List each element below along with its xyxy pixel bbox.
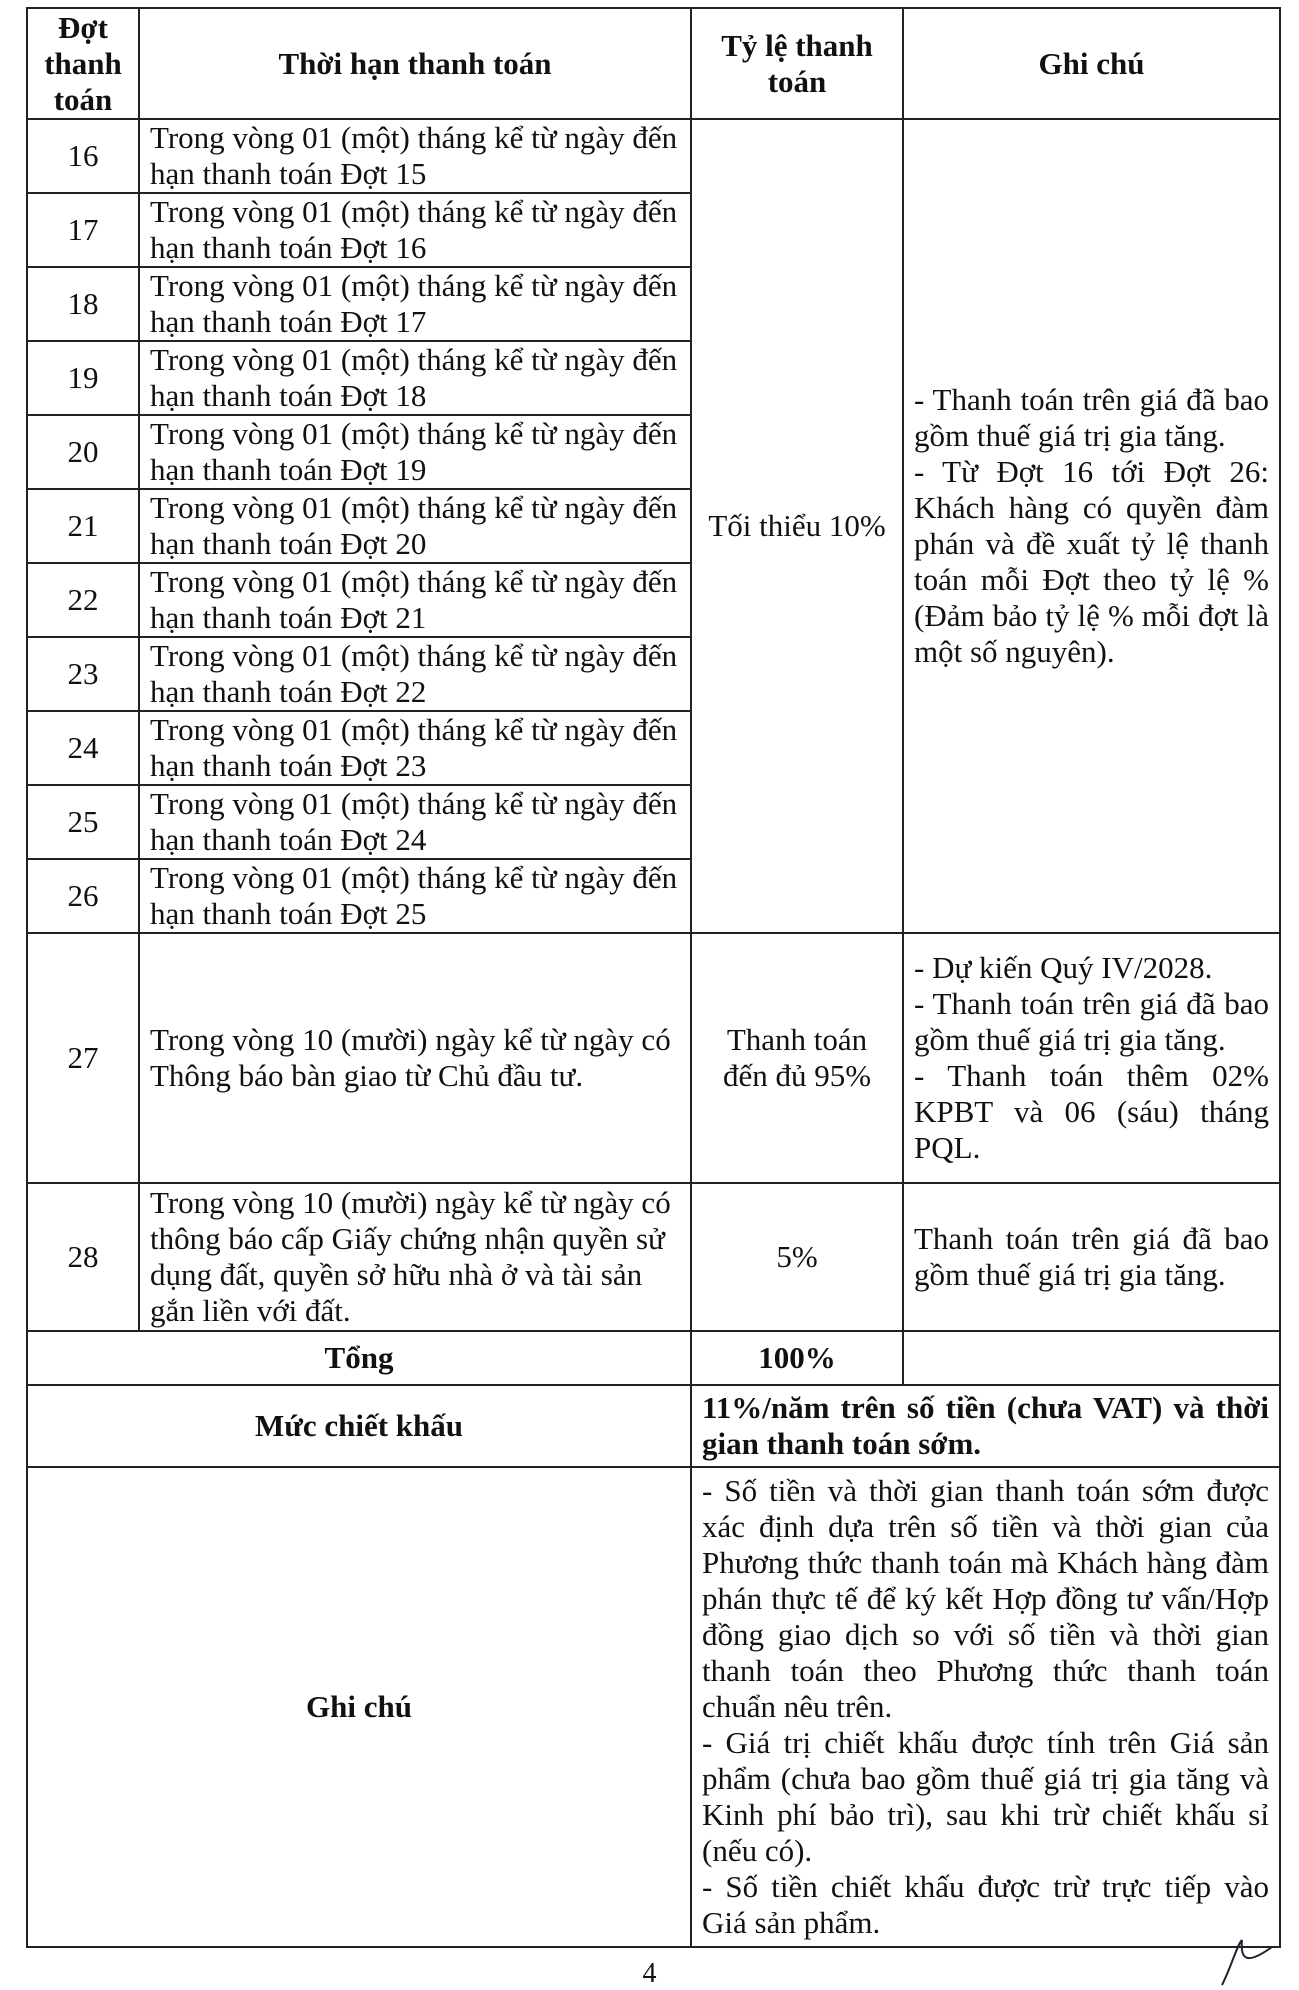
term-cell: Trong vòng 01 (một) tháng kể từ ngày đến hạn thanh toán Đợt 16 [139, 193, 691, 267]
table-row-27 [27, 933, 1280, 1183]
payment-schedule-table [26, 7, 1281, 1948]
term-cell: Trong vòng 10 (mười) ngày kể từ ngày có Thông báo bàn giao từ Chủ đầu tư. [139, 933, 691, 1183]
term-cell: Trong vòng 01 (một) tháng kể từ ngày đến hạn thanh toán Đợt 23 [139, 711, 691, 785]
discount-row [27, 1385, 1280, 1467]
term-cell: Trong vòng 01 (một) tháng kể từ ngày đến hạn thanh toán Đợt 20 [139, 489, 691, 563]
header-dot: Đợt thanh toán [27, 8, 139, 119]
note-line: - Thanh toán trên giá đã bao gồm thuế giá trị gia tăng. [914, 986, 1269, 1057]
total-note-empty [903, 1331, 1280, 1385]
dot-cell: 22 [27, 563, 139, 637]
dot-cell: 16 [27, 119, 139, 193]
term-cell: Trong vòng 01 (một) tháng kể từ ngày đến hạn thanh toán Đợt 24 [139, 785, 691, 859]
note-line: - Giá trị chiết khấu được tính trên Giá sản phẩm (chưa bao gồm thuế giá trị gia tăng và Kinh phí bảo trì), sau khi trừ chiết khấu sỉ (nếu có). [702, 1725, 1269, 1868]
dot-cell: 25 [27, 785, 139, 859]
header-row [27, 8, 1280, 119]
note-line: - Số tiền và thời gian thanh toán sớm được xác định dựa trên số tiền và thời gian của Phương thức thanh toán mà Khách hàng đàm phán thực tế để ký kết Hợp đồng tư vấn/Hợp đồng giao dịch so với số tiền và thời gian thanh toán theo Phương thức thanh toán chuẩn nêu trên. [702, 1473, 1269, 1724]
dot-cell: 20 [27, 415, 139, 489]
term-cell: Trong vòng 01 (một) tháng kể từ ngày đến hạn thanh toán Đợt 19 [139, 415, 691, 489]
note-line: - Số tiền chiết khấu được trừ trực tiếp vào Giá sản phẩm. [702, 1869, 1269, 1940]
ghi-chu-cell: Thanh toán trên giá đã bao gồm thuế giá trị gia tăng. [903, 1183, 1280, 1331]
table-row [27, 119, 1280, 193]
ty-le-cell: 5% [691, 1183, 903, 1331]
notes-label: Ghi chú [27, 1467, 691, 1947]
note-line: - Từ Đợt 16 tới Đợt 26: Khách hàng có quyền đàm phán và đề xuất tỷ lệ thanh toán mỗi Đợt theo tỷ lệ % (Đảm bảo tỷ lệ % mỗi đợt là một số nguyên). [914, 454, 1269, 669]
note-line: - Dự kiến Quý IV/2028. [914, 950, 1213, 985]
notes-row [27, 1467, 1280, 1947]
total-row [27, 1331, 1280, 1385]
ghi-chu-cell [903, 933, 1280, 1183]
discount-label: Mức chiết khấu [27, 1385, 691, 1467]
ty-le-cell: Tối thiểu 10% [691, 119, 903, 933]
dot-cell: 23 [27, 637, 139, 711]
header-ty-le: Tỷ lệ thanh toán [691, 8, 903, 119]
header-thoi-han: Thời hạn thanh toán [139, 8, 691, 119]
discount-value: 11%/năm trên số tiền (chưa VAT) và thời gian thanh toán sớm. [691, 1385, 1280, 1467]
dot-cell: 18 [27, 267, 139, 341]
term-cell: Trong vòng 01 (một) tháng kể từ ngày đến hạn thanh toán Đợt 17 [139, 267, 691, 341]
term-cell: Trong vòng 10 (mười) ngày kể từ ngày có thông báo cấp Giấy chứng nhận quyền sử dụng đất, quyền sở hữu nhà ở và tài sản gắn liền với đất. [139, 1183, 691, 1331]
dot-cell: 19 [27, 341, 139, 415]
total-label: Tổng [27, 1331, 691, 1385]
dot-cell: 24 [27, 711, 139, 785]
term-cell: Trong vòng 01 (một) tháng kể từ ngày đến hạn thanh toán Đợt 25 [139, 859, 691, 933]
total-value: 100% [691, 1331, 903, 1385]
ghi-chu-cell [903, 119, 1280, 933]
dot-cell: 27 [27, 933, 139, 1183]
table-row-28 [27, 1183, 1280, 1331]
notes-content [691, 1467, 1280, 1947]
dot-cell: 28 [27, 1183, 139, 1331]
dot-cell: 21 [27, 489, 139, 563]
dot-cell: 17 [27, 193, 139, 267]
note-line: - Thanh toán thêm 02% KPBT và 06 (sáu) tháng PQL. [914, 1058, 1269, 1165]
header-ghi-chu: Ghi chú [903, 8, 1280, 119]
term-cell: Trong vòng 01 (một) tháng kể từ ngày đến hạn thanh toán Đợt 18 [139, 341, 691, 415]
note-line: - Thanh toán trên giá đã bao gồm thuế giá trị gia tăng. [914, 382, 1269, 453]
term-cell: Trong vòng 01 (một) tháng kể từ ngày đến hạn thanh toán Đợt 21 [139, 563, 691, 637]
dot-cell: 26 [27, 859, 139, 933]
page-number: 4 [642, 1958, 657, 1989]
term-cell: Trong vòng 01 (một) tháng kể từ ngày đến hạn thanh toán Đợt 22 [139, 637, 691, 711]
ty-le-cell: Thanh toán đến đủ 95% [691, 933, 903, 1183]
term-cell: Trong vòng 01 (một) tháng kể từ ngày đến hạn thanh toán Đợt 15 [139, 119, 691, 193]
